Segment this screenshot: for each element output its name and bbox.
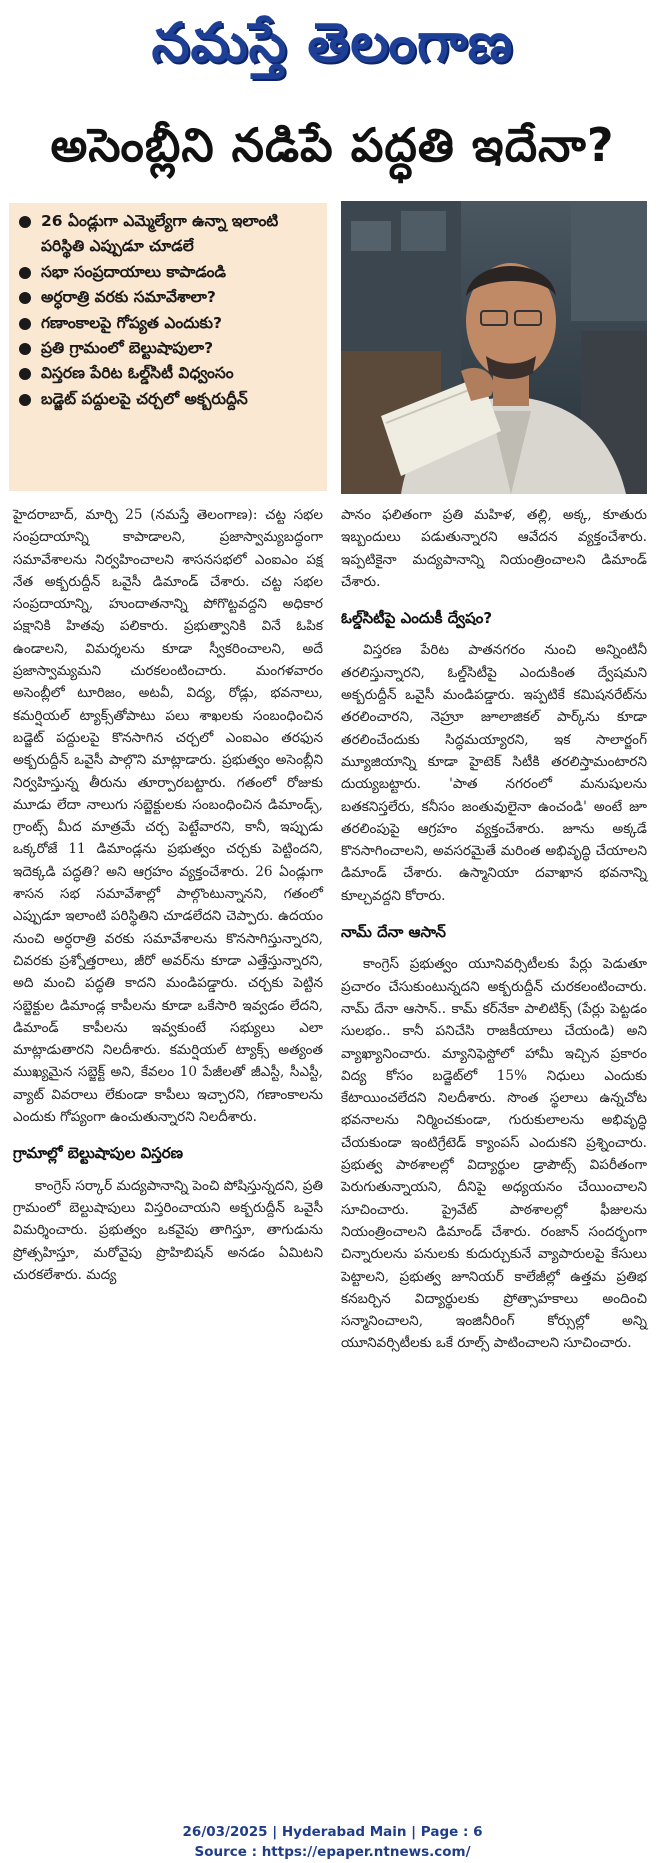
highlights-box <box>9 203 327 491</box>
highlight-text: విస్తరణ పేరిట ఓల్డ్‌సిటీ విధ్వంసం <box>41 364 234 383</box>
speaker-photo <box>341 201 647 494</box>
highlight-text: 26 ఏండ్లుగా ఎమ్మెల్యేగా ఉన్నా ఇలాంటి పరిస్థితి ఎప్పుడూ చూడలే <box>41 212 279 256</box>
article-paragraph: పానం ఫలితంగా ప్రతి మహిళ, తల్లి, అక్క, కూతురు ఇబ్బందులు పడుతున్నారని ఆవేదన వ్యక్తంచేశారు. ఇప్పటికైనా మద్యపానాన్ని నియంత్రించాలని డిమాండ్ చేశారు. <box>341 507 647 590</box>
section-subhead: గ్రామాల్లో బెల్టుషాపుల విస్తరణ <box>13 1144 184 1163</box>
bullet-icon <box>19 368 31 380</box>
highlight-item <box>19 387 321 412</box>
highlight-text: ప్రతి గ్రామంలో బెల్టుషాపులా? <box>41 339 214 358</box>
article-paragraph: హైదరాబాద్, మార్చి 25 (నమస్తే తెలంగాణ): చట్ట సభల సంప్రదాయాన్ని కాపాడాలని, ప్రజాస్వామ్యబద్ధంగా సమావేశాలను నిర్వహించాలని శాసనసభలో ఎంఐఎం పక్ష నేత అక్బరుద్దీన్ ఒవైసీ డిమాండ్ చేశారు. చట్ట సభల సంప్రదాయాన్ని, హుందాతనాన్ని పోగొట్టవద్దని అధికార పక్షానికి హితవు పలికారు. ప్రభుత్వానికి వినే ఓపిక ఉండాలని, విమర్శలను కూడా స్వీకరించాలని, అదే ప్రజాస్వామ్యమని చురకలంటించారు. మంగళవారం అసెంబ్లీలో టూరిజం, అటవీ, విద్య, రోడ్లు, భవనాలు, కమర్షియల్ ట్యాక్స్‌తోపాటు పలు శాఖలకు సంబంధించిన బడ్జెట్ పద్దులపై కొనసాగిన చర్చలో ఎంఐఎం తరఫున అక్బరుద్దీన్ ఒవైసీ పాల్గొని మాట్లాడారు. ప్రభుత్వం అసెంబ్లీని నిర్వహిస్తున్న తీరును తూర్పారబట్టారు. గతంలో రోజుకు మూడు లేదా నాలుగు సబ్జెక్టులకు సంబంధించిన డిమాండ్స్, గ్రాంట్స్ మీద మాత్రమే చర్చ పెట్టేవారని, కానీ, ఇప్పుడు ఒక్కరోజే 11 డిమాండ్లను ప్రభుత్వం చర్చకు పెట్టిందని, ఇదెక్కడి పద్ధతి? అని ఆగ్రహం వ్యక్తంచేశారు. 26 ఏండ్లుగా శాసన సభ సమావేశాల్లో పాల్గొంటున్నానని, గతంలో ఎప్పుడూ ఇలాంటి పరిస్థితిని చూడలేదని చెప్పారు. ఉదయం నుంచి అర్ధరాత్రి వరకు సమావేశాలను కొనసాగిస్తున్నారని, చివరకు ప్రశ్నోత్తరాలు, జీరో అవర్‌ను కూడా ఎత్తేస్తున్నారని, అది మంచి పద్ధతి కాదని మండిపడ్డారు. చర్చకు పెట్టిన సబ్జెక్టుల డిమాండ్ల కాపీలను కూడా ఒకేసారి ఇవ్వడం లేదని, డిమాండ్ కాపీలను ఇవ్వకుంటే సభ్యులు ఎలా మాట్లాడుతారని నిలదీశారు. కమర్షియల్ ట్యాక్స్ అత్యంత ముఖ్యమైన సబ్జెక్ట్ అని, కేవలం 10 పేజీలతో జీఎస్టీ, సీఎస్టీ, వ్యాట్ వివరాలు లేకుండా కాపీలు ఇచ్చారని, గణాంకాలను ఎందుకు గోప్యంగా ఉంచుతున్నారని నిలదీశారు. <box>13 507 323 1126</box>
bullet-icon <box>19 394 31 406</box>
article-column-right <box>341 504 647 1355</box>
bullet-icon <box>19 267 31 279</box>
masthead <box>0 0 665 98</box>
speaker-photo-illustration <box>341 201 647 494</box>
section-subhead: నామ్ దేనా ఆసాన్ <box>341 923 446 942</box>
source-link[interactable]: Source : https://epaper.ntnews.com/ <box>194 1844 471 1860</box>
highlight-item <box>19 361 321 386</box>
bullet-icon <box>19 318 31 330</box>
bullet-icon <box>19 292 31 304</box>
highlight-item <box>19 285 321 310</box>
article-headline: అసెంబ్లీని నడిపే పద్ధతి ఇదేనా? <box>50 118 615 172</box>
bullet-icon <box>19 216 31 228</box>
masthead-title: నమస్తే తెలంగాణ <box>151 10 514 74</box>
article-paragraph: కాంగ్రెస్ ప్రభుత్వం యూనివర్సిటీలకు పేర్లు పెడుతూ ప్రచారం చేసుకుంటున్నదని అక్బరుద్దీన్ చురకలంటించారు. నామ్ దేనా ఆసాన్.. కామ్ కర్‌నేకా పాలిటిక్స్ (పేర్లు పెట్టడం సులభం.. కానీ పనిచేసి రాజకీయాలు చేయండి) అని వ్యాఖ్యానించారు. మ్యానిఫెస్టోలో హామీ ఇచ్చిన ప్రకారం విద్య కోసం బడ్జెట్‌లో 15% నిధులు ఎందుకు కేటాయించలేదని నిలదీశారు. సొంత స్థలాలు ఉన్నచోట భవనాలను నిర్మించకుండా, గురుకులాలను అభివృద్ధి చేయకుండా ఇంటిగ్రేటెడ్ క్యాంపస్ ఎందుకని ప్రశ్నించారు. ప్రభుత్వ పాఠశాలల్లో విద్యార్థుల డ్రాపౌట్స్ విపరీతంగా పెరుగుతున్నాయని, దీనిపై అధ్యయనం చేయించాలని సూచించారు. ప్రైవేట్ పాఠశాలల్లో ఫీజులను నియంత్రించాలని డిమాండ్ చేశారు. రంజాన్ సందర్భంగా చిన్నారులను పనులకు కుదుర్చుకునే వ్యాపారులపై కేసులు పెట్టాలని, ప్రభుత్వ జూనియర్ కాలేజీల్లో ఉత్తమ ప్రతిభ కనబర్చిన విద్యార్థులకు ప్రోత్సాహకాలు అందించి సన్మానించాలని, ఇంజినీరింగ్ కోర్సుల్లో అన్ని యూనివర్సిటీలకు ఒకే రూల్స్ పాటించాలని సూచించారు. <box>341 956 647 1352</box>
highlight-text: గణాంకాలపై గోప్యత ఎందుకు? <box>41 313 222 332</box>
highlight-text: అర్ధరాత్రి వరకు సమావేశాలా? <box>41 288 216 307</box>
highlight-text: సభా సంప్రదాయాలు కాపాడండి <box>41 262 226 281</box>
highlight-text: బడ్జెట్ పద్దులపై చర్చలో అక్బరుద్దీన్ <box>41 389 248 408</box>
highlight-item <box>19 336 321 361</box>
highlight-item <box>19 209 321 260</box>
highlight-item <box>19 311 321 336</box>
edition-info: 26/03/2025 | Hyderabad Main | Page : 6 <box>182 1824 483 1840</box>
highlight-item <box>19 260 321 285</box>
bullet-icon <box>19 343 31 355</box>
section-subhead: ఓల్డ్‌సిటీపై ఎందుకీ ద్వేషం? <box>341 609 493 628</box>
article-paragraph: విస్తరణ పేరిట పాతనగరం నుంచి అన్నింటినీ తరలిస్తున్నారని, ఓల్డ్‌సిటీపై ఎందుకింత ద్వేషమని అక్బరుద్దీన్ ఒవైసీ మండిపడ్డారు. ఇప్పటికే కమిషనరేట్‌ను తరలించారని, నెహ్రూ జూలాజికల్ పార్క్‌ను కూడా తరలించేందుకు సిద్ధమయ్యారని, ఇక సాలార్జంగ్ మ్యూజియాన్ని కూడా హైటెక్ సిటీకి తరలిస్తామంటారని దుయ్యబట్టారు. 'పాత నగరంలో మనుషులను బతకనిస్తలేరు, కనీసం జంతువులైనా ఉంచండి' అంటే జూ తరలింపుపై ఆగ్రహం వ్యక్తంచేశారు. జూను అక్కడే కొనసాగించాలని, అవసరమైతే మరింత అభివృద్ధి చేయాలని డిమాండ్ చేశారు. ఉస్మానియా దవాఖాన భవనాన్ని కూల్చవద్దని కోరారు. <box>341 642 647 904</box>
article-paragraph: కాంగ్రెస్ సర్కార్ మద్యపానాన్ని పెంచి పోషిస్తున్నదని, ప్రతి గ్రామంలో బెల్టుషాపులు విస్తరించాయని అక్బరుద్దీన్ ఒవైసీ విమర్శించారు. ప్రభుత్వం ఒకవైపు తాగిస్తూ, తాగుడును ప్రోత్సహిస్తూ, మరోవైపు ప్రొహిబిషన్ అనడం ఏమిటని చురకలేశారు. మద్య <box>13 1177 323 1283</box>
page-footer <box>0 1822 665 1862</box>
article-column-left <box>13 504 323 1286</box>
